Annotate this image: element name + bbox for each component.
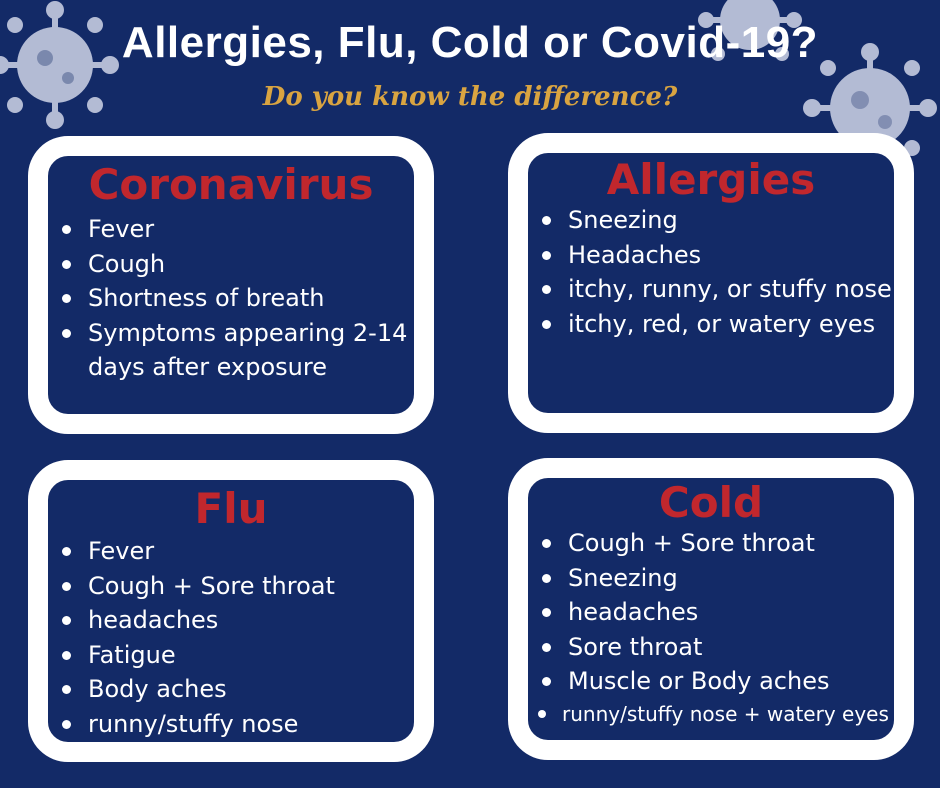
list-item: Sneezing [528, 203, 894, 238]
list-item: Cough + Sore throat [48, 569, 414, 604]
symptom-list-cold [528, 526, 894, 729]
list-item: Symptoms appearing 2-14 days after exposure [48, 316, 414, 385]
list-item: Fatigue [48, 638, 414, 673]
card-allergies [508, 133, 914, 433]
card-title-coronavirus: Coronavirus [88, 160, 374, 209]
card-coronavirus [28, 136, 434, 434]
list-item: Sneezing [528, 561, 894, 596]
card-title-flu: Flu [194, 484, 268, 533]
list-item: headaches [48, 603, 414, 638]
symptom-list-allergies [528, 203, 894, 341]
list-item: Shortness of breath [48, 281, 414, 316]
list-item: headaches [528, 595, 894, 630]
card-title-allergies: Allergies [606, 155, 816, 204]
list-item: Sore throat [528, 630, 894, 665]
card-flu [28, 460, 434, 762]
list-item: Muscle or Body aches [528, 664, 894, 699]
list-item: Headaches [528, 238, 894, 273]
list-item: Fever [48, 212, 414, 247]
list-item: runny/stuffy nose [48, 707, 414, 742]
list-item: itchy, red, or watery eyes [528, 307, 894, 342]
list-item: Cough + Sore throat [528, 526, 894, 561]
page-title: Allergies, Flu, Cold or Covid-19? [121, 18, 819, 67]
symptom-list-coronavirus [48, 212, 414, 385]
list-item: itchy, runny, or stuffy nose [528, 272, 894, 307]
symptom-list-flu [48, 534, 414, 741]
page-subtitle: Do you know the difference? [262, 82, 678, 112]
list-item: Body aches [48, 672, 414, 707]
card-title-cold: Cold [658, 478, 764, 527]
list-item: runny/stuffy nose + watery eyes [528, 699, 894, 729]
list-item: Fever [48, 534, 414, 569]
card-cold [508, 458, 914, 760]
list-item: Cough [48, 247, 414, 282]
